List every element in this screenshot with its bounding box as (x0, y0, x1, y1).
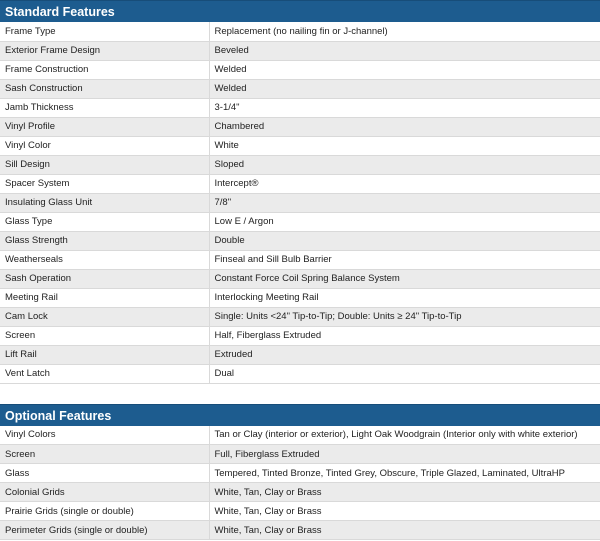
row-value: White (209, 136, 600, 155)
row-value: White, Tan, Clay or Brass (209, 483, 600, 502)
row-label: Jamb Thickness (0, 98, 209, 117)
table-row (0, 136, 600, 155)
table-row (0, 269, 600, 288)
row-label: Screen (0, 326, 209, 345)
row-value: Welded (209, 79, 600, 98)
row-label: Sash Construction (0, 79, 209, 98)
row-label: Glass Strength (0, 231, 209, 250)
row-value: White, Tan, Clay or Brass (209, 502, 600, 521)
table-row (0, 345, 600, 364)
table-row (0, 521, 600, 540)
table-row (0, 288, 600, 307)
row-value: Intercept® (209, 174, 600, 193)
table-row (0, 79, 600, 98)
row-label: Frame Type (0, 22, 209, 41)
row-label: Exterior Frame Design (0, 41, 209, 60)
row-value: Single: Units <24" Tip-to-Tip; Double: Units ≥ 24" Tip-to-Tip (209, 307, 600, 326)
table-row (0, 502, 600, 521)
row-value: Low E / Argon (209, 212, 600, 231)
row-label: Screen (0, 445, 209, 464)
row-label: Perimeter Grids (single or double) (0, 521, 209, 540)
optional-features-section (0, 404, 600, 541)
table-row (0, 22, 600, 41)
table-row (0, 307, 600, 326)
table-row (0, 326, 600, 345)
row-label: Meeting Rail (0, 288, 209, 307)
section-spacer (0, 384, 600, 404)
table-row (0, 117, 600, 136)
row-value: 7/8" (209, 193, 600, 212)
row-value: Finseal and Sill Bulb Barrier (209, 250, 600, 269)
row-value: Chambered (209, 117, 600, 136)
row-label: Vent Latch (0, 364, 209, 383)
row-label: Insulating Glass Unit (0, 193, 209, 212)
row-label: Frame Construction (0, 60, 209, 79)
row-value: Full, Fiberglass Extruded (209, 445, 600, 464)
optional-features-table (0, 426, 600, 541)
row-value: Beveled (209, 41, 600, 60)
table-row (0, 231, 600, 250)
row-label: Weatherseals (0, 250, 209, 269)
row-value: Welded (209, 60, 600, 79)
row-value: Double (209, 231, 600, 250)
row-label: Sill Design (0, 155, 209, 174)
row-label: Vinyl Profile (0, 117, 209, 136)
row-label: Spacer System (0, 174, 209, 193)
row-label: Cam Lock (0, 307, 209, 326)
row-value: White, Tan, Clay or Brass (209, 521, 600, 540)
row-value: Dual (209, 364, 600, 383)
row-value: Constant Force Coil Spring Balance System (209, 269, 600, 288)
row-value: Tempered, Tinted Bronze, Tinted Grey, Obscure, Triple Glazed, Laminated, UltraHP (209, 464, 600, 483)
row-label: Glass Type (0, 212, 209, 231)
row-value: Half, Fiberglass Extruded (209, 326, 600, 345)
row-label: Lift Rail (0, 345, 209, 364)
table-row (0, 426, 600, 445)
table-row (0, 250, 600, 269)
row-value: Extruded (209, 345, 600, 364)
row-label: Vinyl Color (0, 136, 209, 155)
table-row (0, 212, 600, 231)
table-row (0, 60, 600, 79)
table-row (0, 445, 600, 464)
row-label: Vinyl Colors (0, 426, 209, 445)
table-row (0, 41, 600, 60)
table-row (0, 464, 600, 483)
row-label: Sash Operation (0, 269, 209, 288)
row-value: Tan or Clay (interior or exterior), Light Oak Woodgrain (Interior only with white exterior) (209, 426, 600, 445)
row-label: Prairie Grids (single or double) (0, 502, 209, 521)
table-row (0, 364, 600, 383)
optional-features-header: Optional Features (0, 404, 600, 426)
table-row (0, 98, 600, 117)
row-label: Glass (0, 464, 209, 483)
row-value: 3-1/4" (209, 98, 600, 117)
table-row (0, 155, 600, 174)
row-label: Colonial Grids (0, 483, 209, 502)
standard-features-table (0, 22, 600, 384)
table-row (0, 174, 600, 193)
row-value: Replacement (no nailing fin or J-channel) (209, 22, 600, 41)
standard-features-header: Standard Features (0, 0, 600, 22)
table-row (0, 483, 600, 502)
row-value: Interlocking Meeting Rail (209, 288, 600, 307)
row-value: Sloped (209, 155, 600, 174)
table-row (0, 193, 600, 212)
